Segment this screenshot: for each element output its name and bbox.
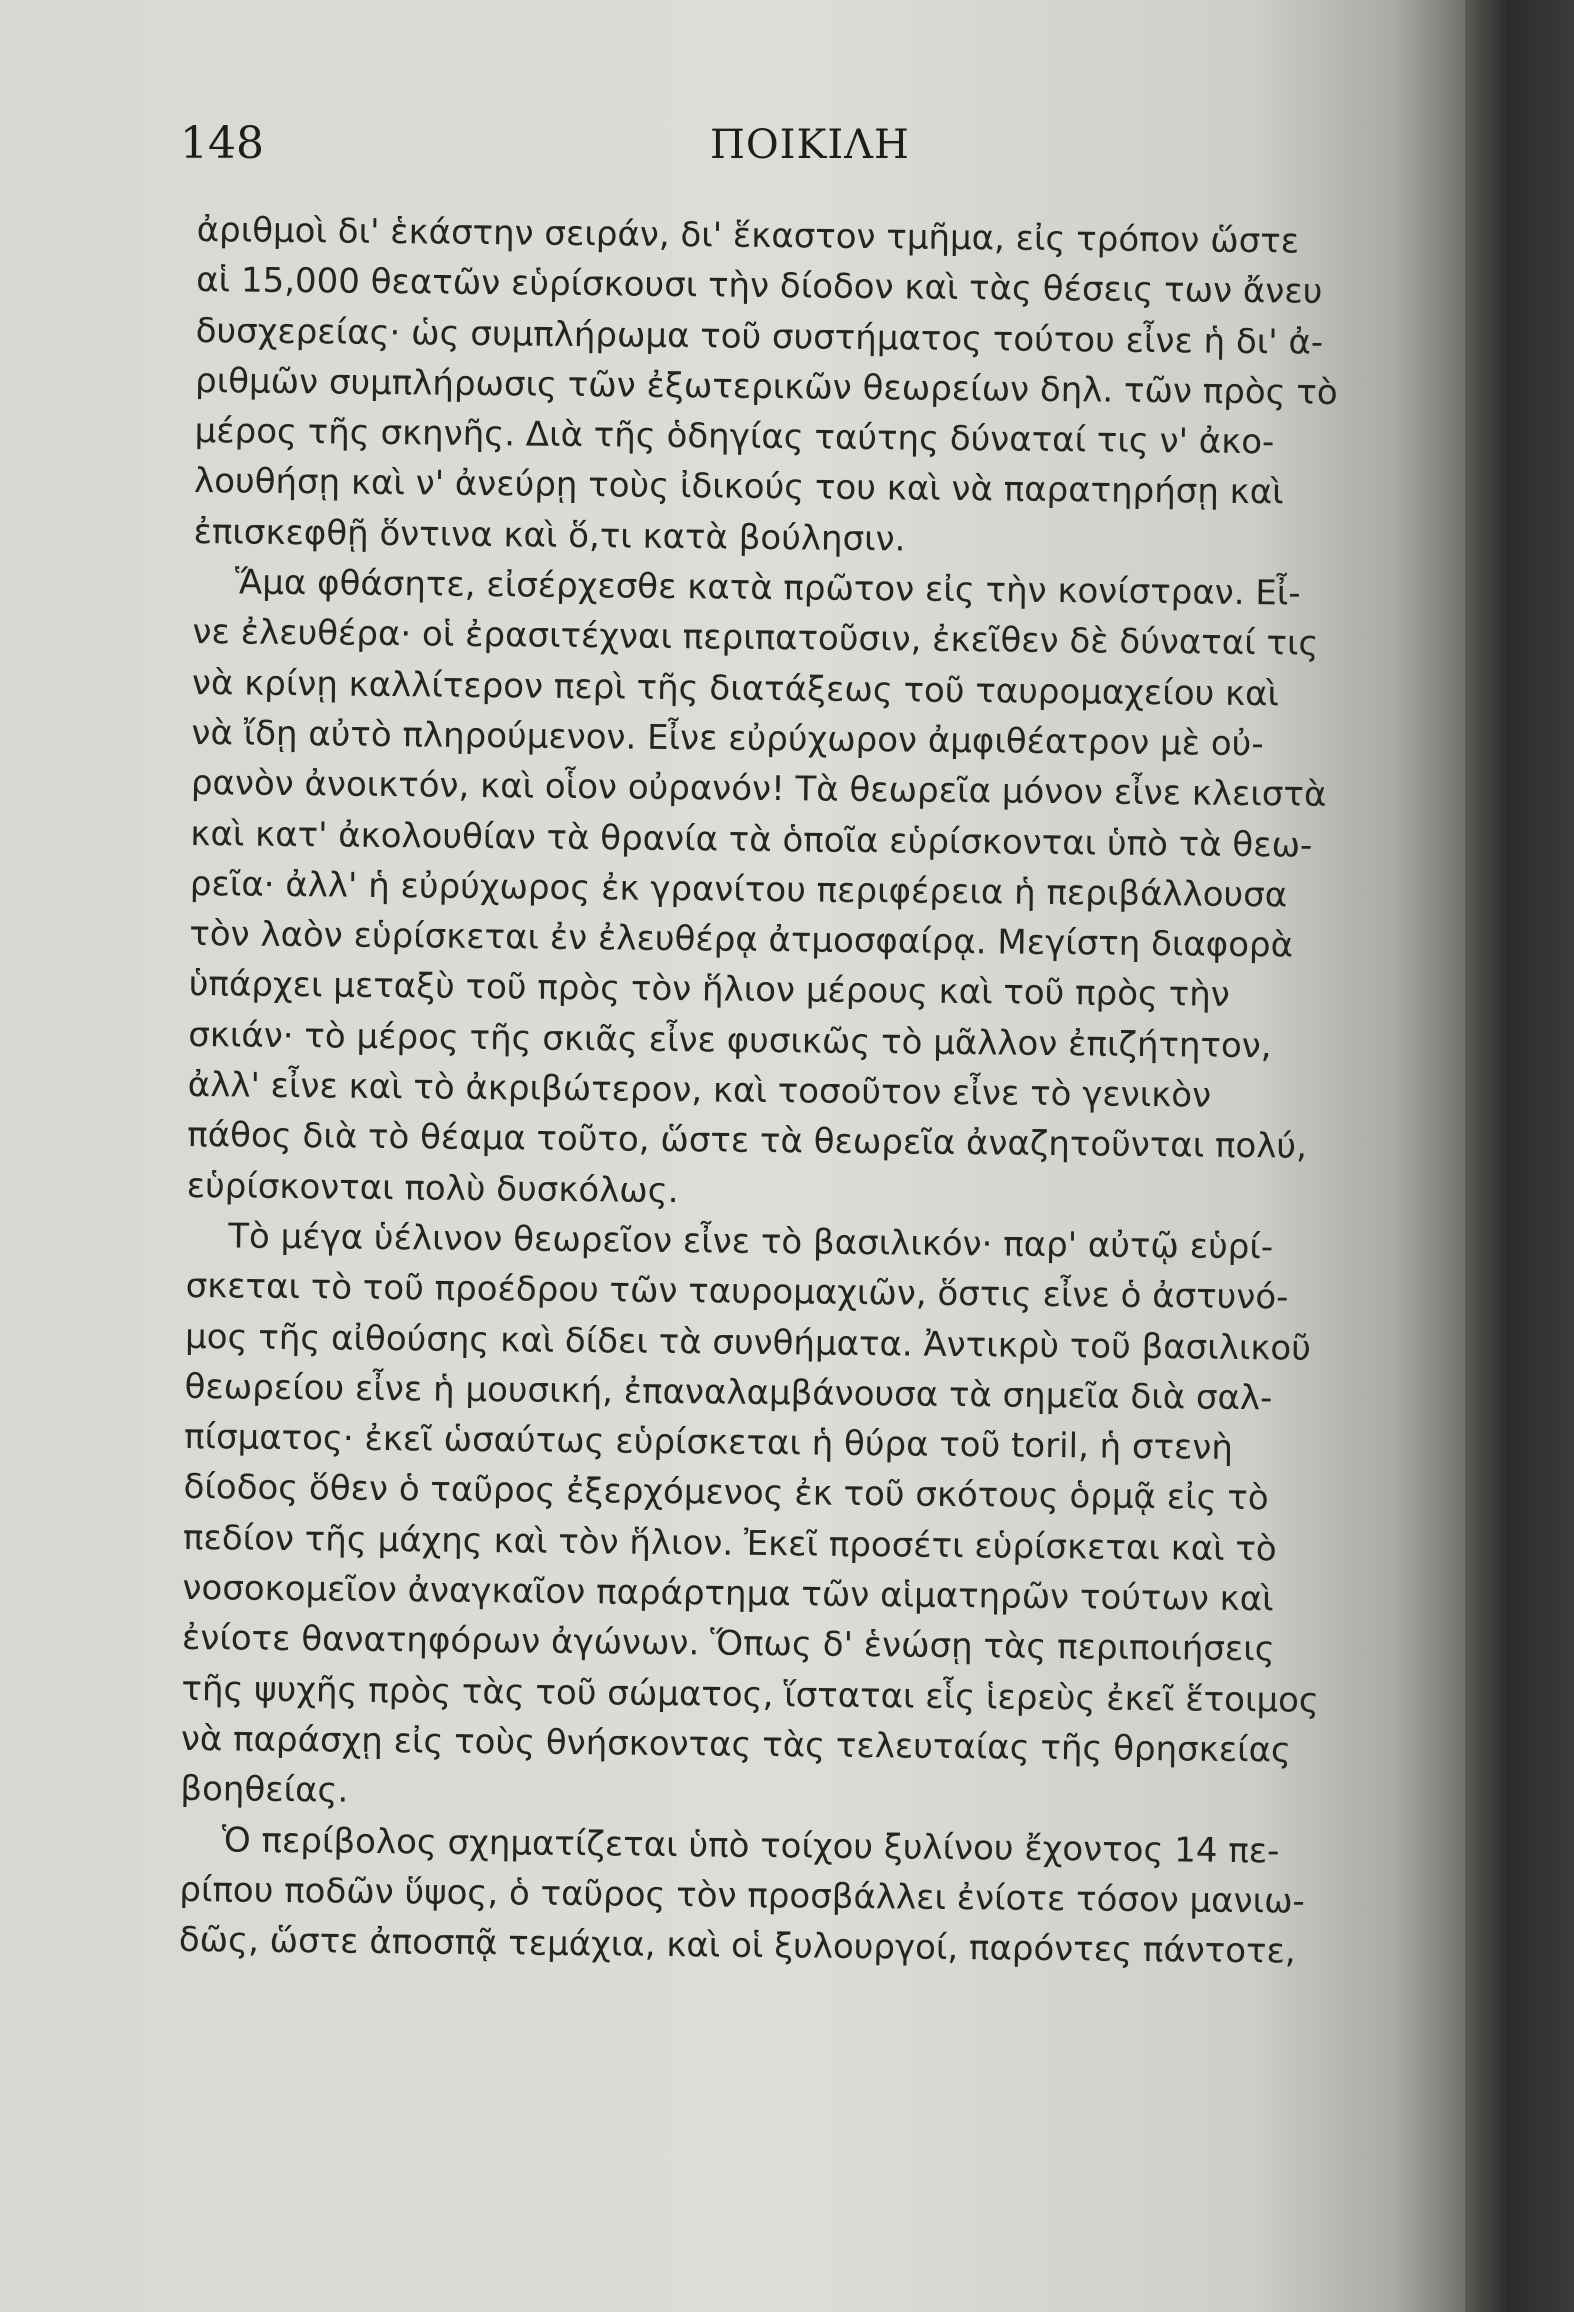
text-line: δυσχερείας· ὡς συμπλήρωμα τοῦ συστήματος τούτου εἶνε ἡ δι' ἀ- (195, 310, 1324, 363)
text-line: ρανὸν ἀνοικτόν, καὶ οἷον οὐρανόν! Τὰ θεωρεῖα μόνον εἶνε κλειστὰ (190, 763, 1327, 816)
text-line: ρίπου ποδῶν ὕψος, ὁ ταῦρος τὸν προσβάλλει ἐνίοτε τόσον μανιω- (179, 1869, 1306, 1922)
text-line: ὑπάρχει μεταξὺ τοῦ πρὸς τὸν ἥλιον μέρους καὶ τοῦ πρὸς τὴν (188, 964, 1230, 1016)
text-line: ἐνίοτε θανατηφόρων ἀγώνων. Ὅπως δ' ἑνώσῃ τὰς περιποιήσεις (181, 1618, 1275, 1670)
text-line: νὰ κρίνῃ καλλίτερον περὶ τῆς διατάξεως τοῦ ταυρομαχείου καὶ (191, 662, 1280, 715)
text-line: εὑρίσκονται πολὺ δυσκόλως. (186, 1165, 679, 1211)
text-line: ρεῖα· ἀλλ' ἡ εὐρύχωρος ἐκ γρανίτου περιφέρεια ἡ περιβάλλουσα (189, 863, 1288, 916)
book-binding-edge (1465, 0, 1574, 2312)
paragraph-start: Τὸ μέγα ὑέλινον θεωρεῖον εἶνε τὸ βασιλικόν· παρ' αὐτῷ εὑρί- (227, 1216, 1274, 1268)
text-line: νοσοκομεῖον ἀναγκαῖον παράρτημα τῶν αἱματηρῶν τούτων καὶ (182, 1567, 1274, 1620)
text-line: θεωρείου εἶνε ἡ μουσική, ἐπαναλαμβάνουσα τὰ σημεῖα διὰ σαλ- (184, 1366, 1273, 1419)
text-line: δῶς, ὥστε ἀποσπᾷ τεμάχια, καὶ οἱ ξυλουργοί, παρόντες πάντοτε, (178, 1919, 1296, 1972)
text-line: τὸν λαὸν εὑρίσκεται ἐν ἐλευθέρᾳ ἀτμοσφαίρᾳ. Μεγίστη διαφορὰ (189, 914, 1294, 966)
text-line: βοηθείας. (180, 1769, 349, 1811)
text-line: νὰ παράσχῃ εἰς τοὺς θνήσκοντας τὰς τελευταίας τῆς θρησκείας (180, 1718, 1292, 1771)
text-line: καὶ κατ' ἀκολουθίαν τὰ θρανία τὰ ὁποῖα εὑρίσκονται ὑπὸ τὰ θεω- (190, 813, 1313, 866)
running-title: ΠΟΙΚΙΛΗ (710, 122, 910, 168)
body-text (179, 205, 1407, 1978)
text-line: ἐπισκεφθῇ ὅντινα καὶ ὅ,τι κατὰ βούλησιν. (193, 511, 906, 560)
text-line: μος τῆς αἰθούσης καὶ δίδει τὰ συνθήματα. Ἀντικρὺ τοῦ βασιλικοῦ (184, 1316, 1312, 1369)
text-line: σκεται τὸ τοῦ προέδρου τῶν ταυρομαχιῶν, ὅστις εἶνε ὁ ἀστυνό- (185, 1266, 1289, 1318)
text-line: σκιάν· τὸ μέρος τῆς σκιᾶς εἶνε φυσικῶς τὸ μᾶλλον ἐπιζήτητον, (188, 1014, 1272, 1067)
text-line: πίσματος· ἐκεῖ ὡσαύτως εὑρίσκεται ἡ θύρα τοῦ toril, ἡ στενὴ (183, 1417, 1234, 1469)
text-line: μέρος τῆς σκηνῆς. Διὰ τῆς ὁδηγίας ταύτης δύναταί τις ν' ἀκο- (194, 411, 1275, 463)
text-line: ἀριθμοὶ δι' ἑκάστην σειράν, δι' ἕκαστον τμῆμα, εἰς τρόπον ὥστε (196, 209, 1300, 262)
text-line: δίοδος ὅθεν ὁ ταῦρος ἐξερχόμενος ἐκ τοῦ σκότους ὁρμᾷ εἰς τὸ (183, 1467, 1269, 1519)
text-line: νὰ ἴδῃ αὐτὸ πληρούμενον. Εἶνε εὐρύχωρον ἀμφιθέατρον μὲ οὐ- (191, 712, 1264, 765)
text-line: πάθος διὰ τὸ θέαμα τοῦτο, ὥστε τὰ θεωρεῖα ἀναζητοῦνται πολύ, (187, 1115, 1308, 1168)
text-line: τῆς ψυχῆς πρὸς τὰς τοῦ σώματος, ἵσταται εἷς ἱερεὺς ἐκεῖ ἕτοιμος (181, 1668, 1320, 1721)
text-line: νε ἐλευθέρα· οἱ ἐρασιτέχναι περιπατοῦσιν, ἐκεῖθεν δὲ δύναταί τις (192, 612, 1319, 665)
page-header (0, 118, 1470, 178)
page-number: 148 (180, 118, 264, 169)
text-line: αἱ 15,000 θεατῶν εὑρίσκουσι τὴν δίοδον καὶ τὰς θέσεις των ἄνευ (196, 260, 1323, 313)
text-line: ἀλλ' εἶνε καὶ τὸ ἀκριβώτερον, καὶ τοσοῦτον εἶνε τὸ γενικὸν (187, 1064, 1212, 1116)
text-line: λουθήσῃ καὶ ν' ἀνεύρῃ τοὺς ἰδικούς του καὶ νὰ παρατηρήσῃ καὶ (193, 461, 1284, 513)
text-line: ριθμῶν συμπλήρωσις τῶν ἐξωτερικῶν θεωρείων δηλ. τῶν πρὸς τὸ (194, 360, 1338, 413)
text-line: πεδίον τῆς μάχης καὶ τὸν ἥλιον. Ἐκεῖ προσέτι εὑρίσκεται καὶ τὸ (182, 1517, 1277, 1570)
paragraph-start: Ἅμα φθάσητε, εἰσέρχεσθε κατὰ πρῶτον εἰς τὴν κονίστραν. Εἶ- (234, 562, 1301, 614)
paragraph-start: Ὁ περίβολος σχηματίζεται ὑπὸ τοίχου ξυλίνου ἔχοντος 14 πε- (221, 1819, 1280, 1871)
